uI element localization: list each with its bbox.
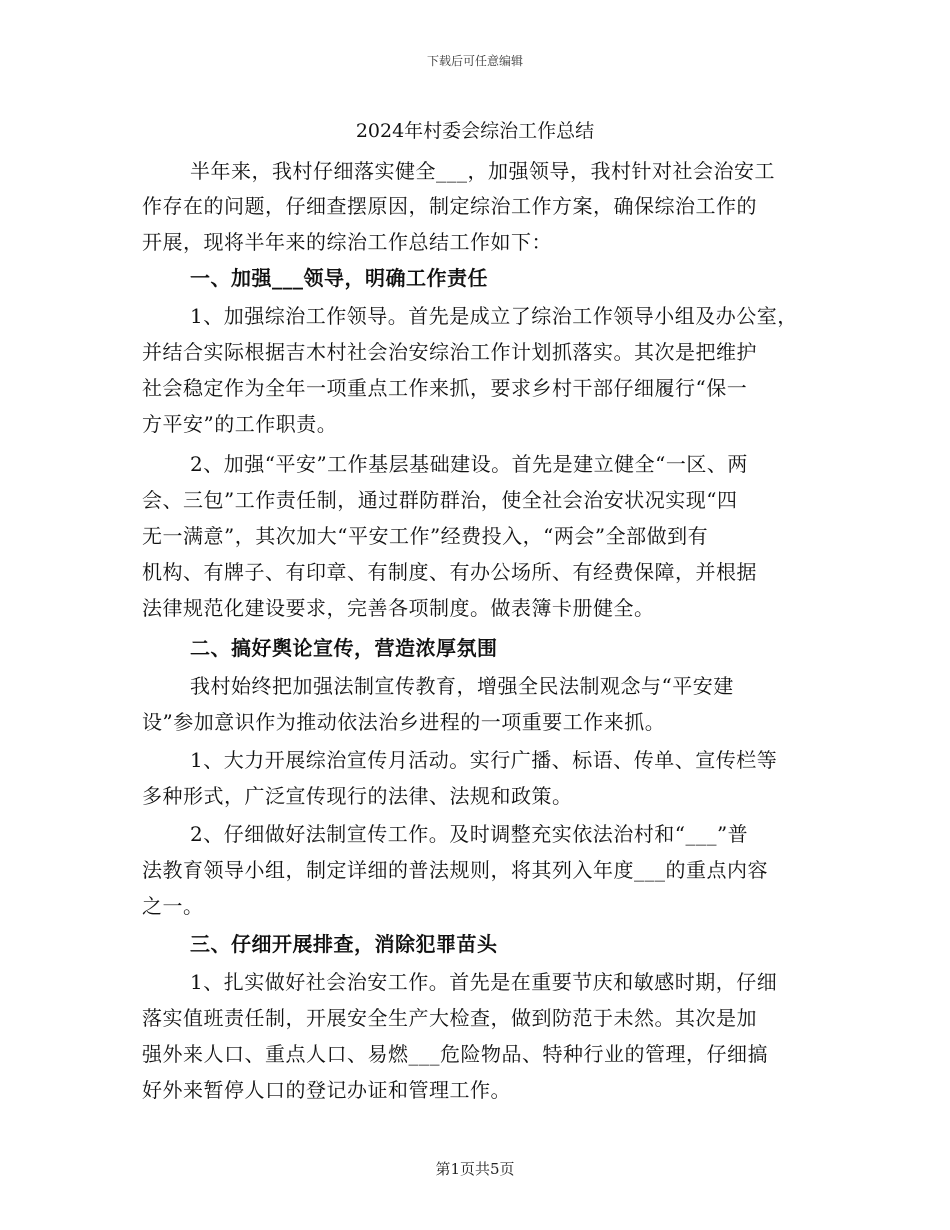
body-line: 2、仔细做好法制宣传工作。及时调整充实依法治村和“___”普 xyxy=(190,822,749,846)
body-line: 落实值班责任制，开展安全生产大检查，做到防范于未然。其次是加 xyxy=(142,1006,757,1030)
body-line: 社会稳定作为全年一项重点工作来抓，要求乡村干部仔细履行“保一 xyxy=(142,376,748,400)
body-line: 半年来，我村仔细落实健全___，加强领导，我村针对社会治安工 xyxy=(190,159,775,183)
body-line: 设”参加意识作为推动依法治乡进程的一项重要工作来抓。 xyxy=(142,710,666,734)
body-line: 开展，现将半年来的综治工作总结工作如下： xyxy=(142,230,552,254)
document-title: 2024年村委会综治工作总结 xyxy=(355,120,595,142)
section-heading: 三、仔细开展排查，消除犯罪苗头 xyxy=(190,932,498,956)
body-line: 机构、有牌子、有印章、有制度、有办公场所、有经费保障，并根据 xyxy=(142,560,757,584)
body-line: 1、扎实做好社会治安工作。首先是在重要节庆和敏感时期，仔细 xyxy=(190,970,778,994)
header-note: 下载后可任意编辑 xyxy=(426,54,523,68)
body-line: 好外来暂停人口的登记办证和管理工作。 xyxy=(142,1078,511,1102)
body-line: 方平安”的工作职责。 xyxy=(142,412,338,436)
body-line: 1、加强综治工作领导。首先是成立了综治工作领导小组及办公室， xyxy=(190,304,798,328)
body-line: 法律规范化建设要求，完善各项制度。做表簿卡册健全。 xyxy=(142,596,655,620)
body-line: 之一。 xyxy=(142,894,204,918)
page-footer: 第1页共5页 xyxy=(435,1160,515,1178)
body-line: 2、加强“平安”工作基层基础建设。首先是建立健全“一区、两 xyxy=(190,452,748,476)
body-line: 作存在的问题，仔细查摆原因，制定综治工作方案，确保综治工作的 xyxy=(142,194,757,218)
body-line: 法教育领导小组，制定详细的普法规则，将其列入年度___的重点内容 xyxy=(142,858,768,882)
body-line: 无一满意”，其次加大“平安工作”经费投入，“两会”全部做到有 xyxy=(142,524,709,548)
body-line: 我村始终把加强法制宣传教育，增强全民法制观念与“平安建 xyxy=(190,674,734,698)
body-line: 会、三包”工作责任制，通过群防群治，使全社会治安状况实现“四 xyxy=(142,488,738,512)
body-line: 强外来人口、重点人口、易燃___危险物品、特种行业的管理，仔细搞 xyxy=(142,1042,768,1066)
body-line: 多种形式，广泛宣传现行的法律、法规和政策。 xyxy=(142,784,573,808)
section-heading: 一、加强___领导，明确工作责任 xyxy=(190,266,488,290)
body-line: 1、大力开展综治宣传月活动。实行广播、标语、传单、宣传栏等 xyxy=(190,748,778,772)
section-heading: 二、搞好舆论宣传，营造浓厚氛围 xyxy=(190,636,498,660)
body-line: 并结合实际根据吉木村社会治安综治工作计划抓落实。其次是把维护 xyxy=(142,340,757,364)
